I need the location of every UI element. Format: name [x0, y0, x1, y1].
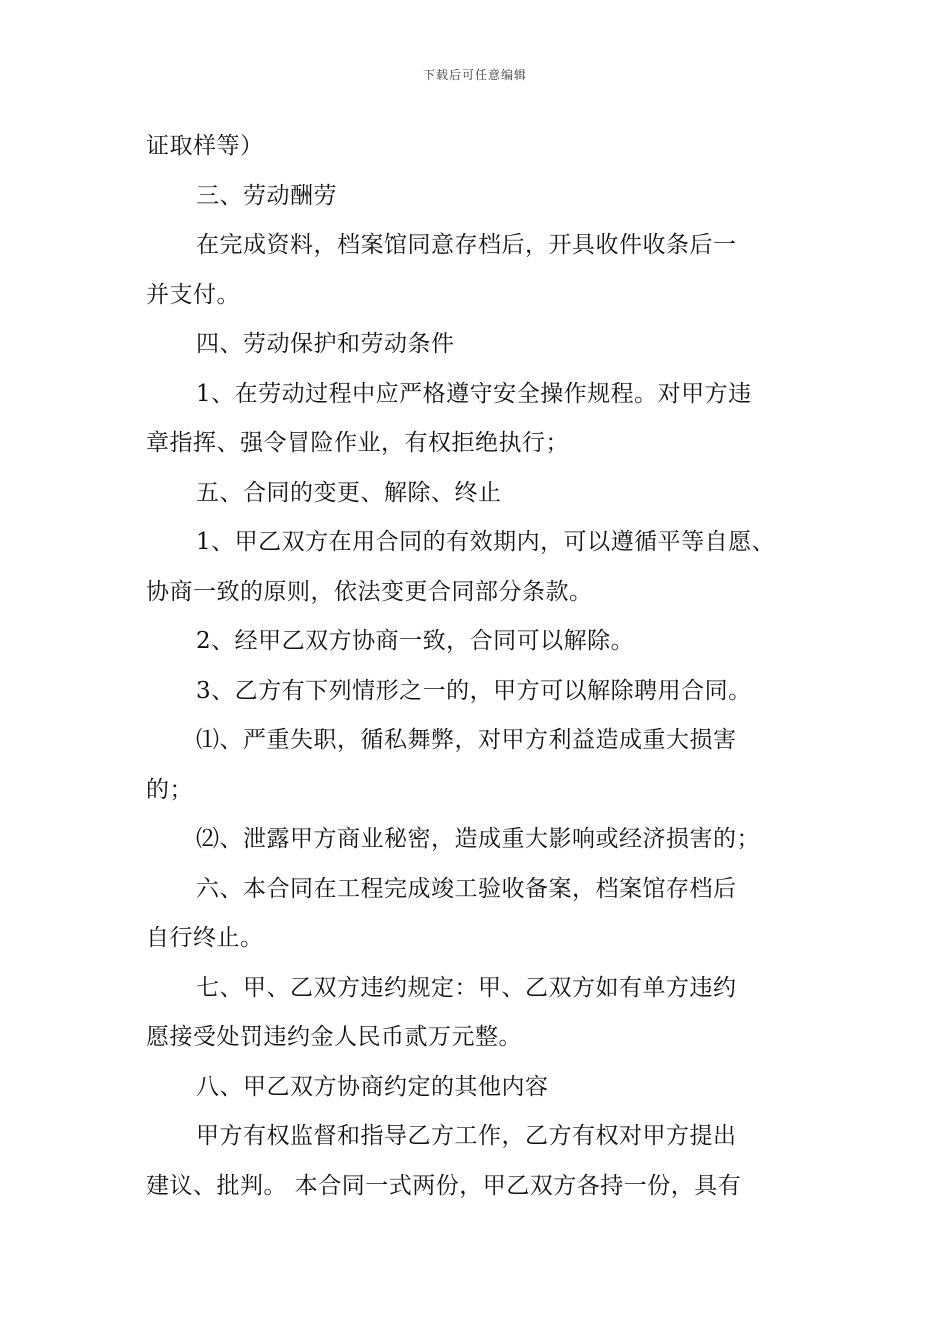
page-header-note: 下载后可任意编辑 — [422, 68, 527, 82]
paragraph-line: 并支付。 — [146, 281, 240, 308]
paragraph-line: 愿接受处罚违约金人民币贰万元整。 — [146, 1024, 522, 1050]
section-heading-7: 七、甲、乙双方违约规定：甲、乙双方如有单方违约 — [196, 974, 737, 1001]
paragraph-line: 甲方有权监督和指导乙方工作，乙方有权对甲方提出 — [196, 1123, 737, 1149]
paragraph-line: 1、在劳动过程中应严格遵守安全操作规程。对甲方违 — [196, 380, 752, 407]
section-heading-6: 六、本合同在工程完成竣工验收备案，档案馆存档后 — [196, 875, 737, 902]
paragraph-line: 2、经甲乙双方协商一致，合同可以解除。 — [196, 628, 635, 654]
paragraph-line: 协商一致的原则，依法变更合同部分条款。 — [146, 578, 593, 605]
paragraph-line: 自行终止。 — [146, 925, 264, 951]
paragraph-line: 章指挥、强令冒险作业，有权拒绝执行； — [146, 430, 569, 456]
paragraph-line: 证取样等） — [146, 133, 264, 159]
paragraph-line: 3、乙方有下列情形之一的，甲方可以解除聘用合同。 — [196, 677, 752, 704]
section-heading-4: 四、劳动保护和劳动条件 — [196, 331, 455, 357]
section-heading-8: 八、甲乙双方协商约定的其他内容 — [196, 1073, 549, 1100]
paragraph-line: 建议、批判。 本合同一式两份，甲乙双方各持一份，具有 — [146, 1172, 742, 1199]
section-heading-3: 三、劳动酬劳 — [196, 182, 337, 209]
paragraph-line: 的； — [146, 776, 193, 803]
section-heading-5: 五、合同的变更、解除、终止 — [196, 479, 502, 506]
paragraph-line: 在完成资料，档案馆同意存档后，开具收件收条后一 — [196, 232, 737, 258]
paragraph-line: ⑴、严重失职，循私舞弊，对甲方利益造成重大损害 — [196, 727, 737, 753]
paragraph-line: ⑵、泄露甲方商业秘密，造成重大影响或经济损害的； — [196, 826, 760, 852]
paragraph-line: 1、甲乙双方在用合同的有效期内，可以遵循平等自愿、 — [196, 529, 776, 555]
document-body — [146, 128, 810, 1217]
